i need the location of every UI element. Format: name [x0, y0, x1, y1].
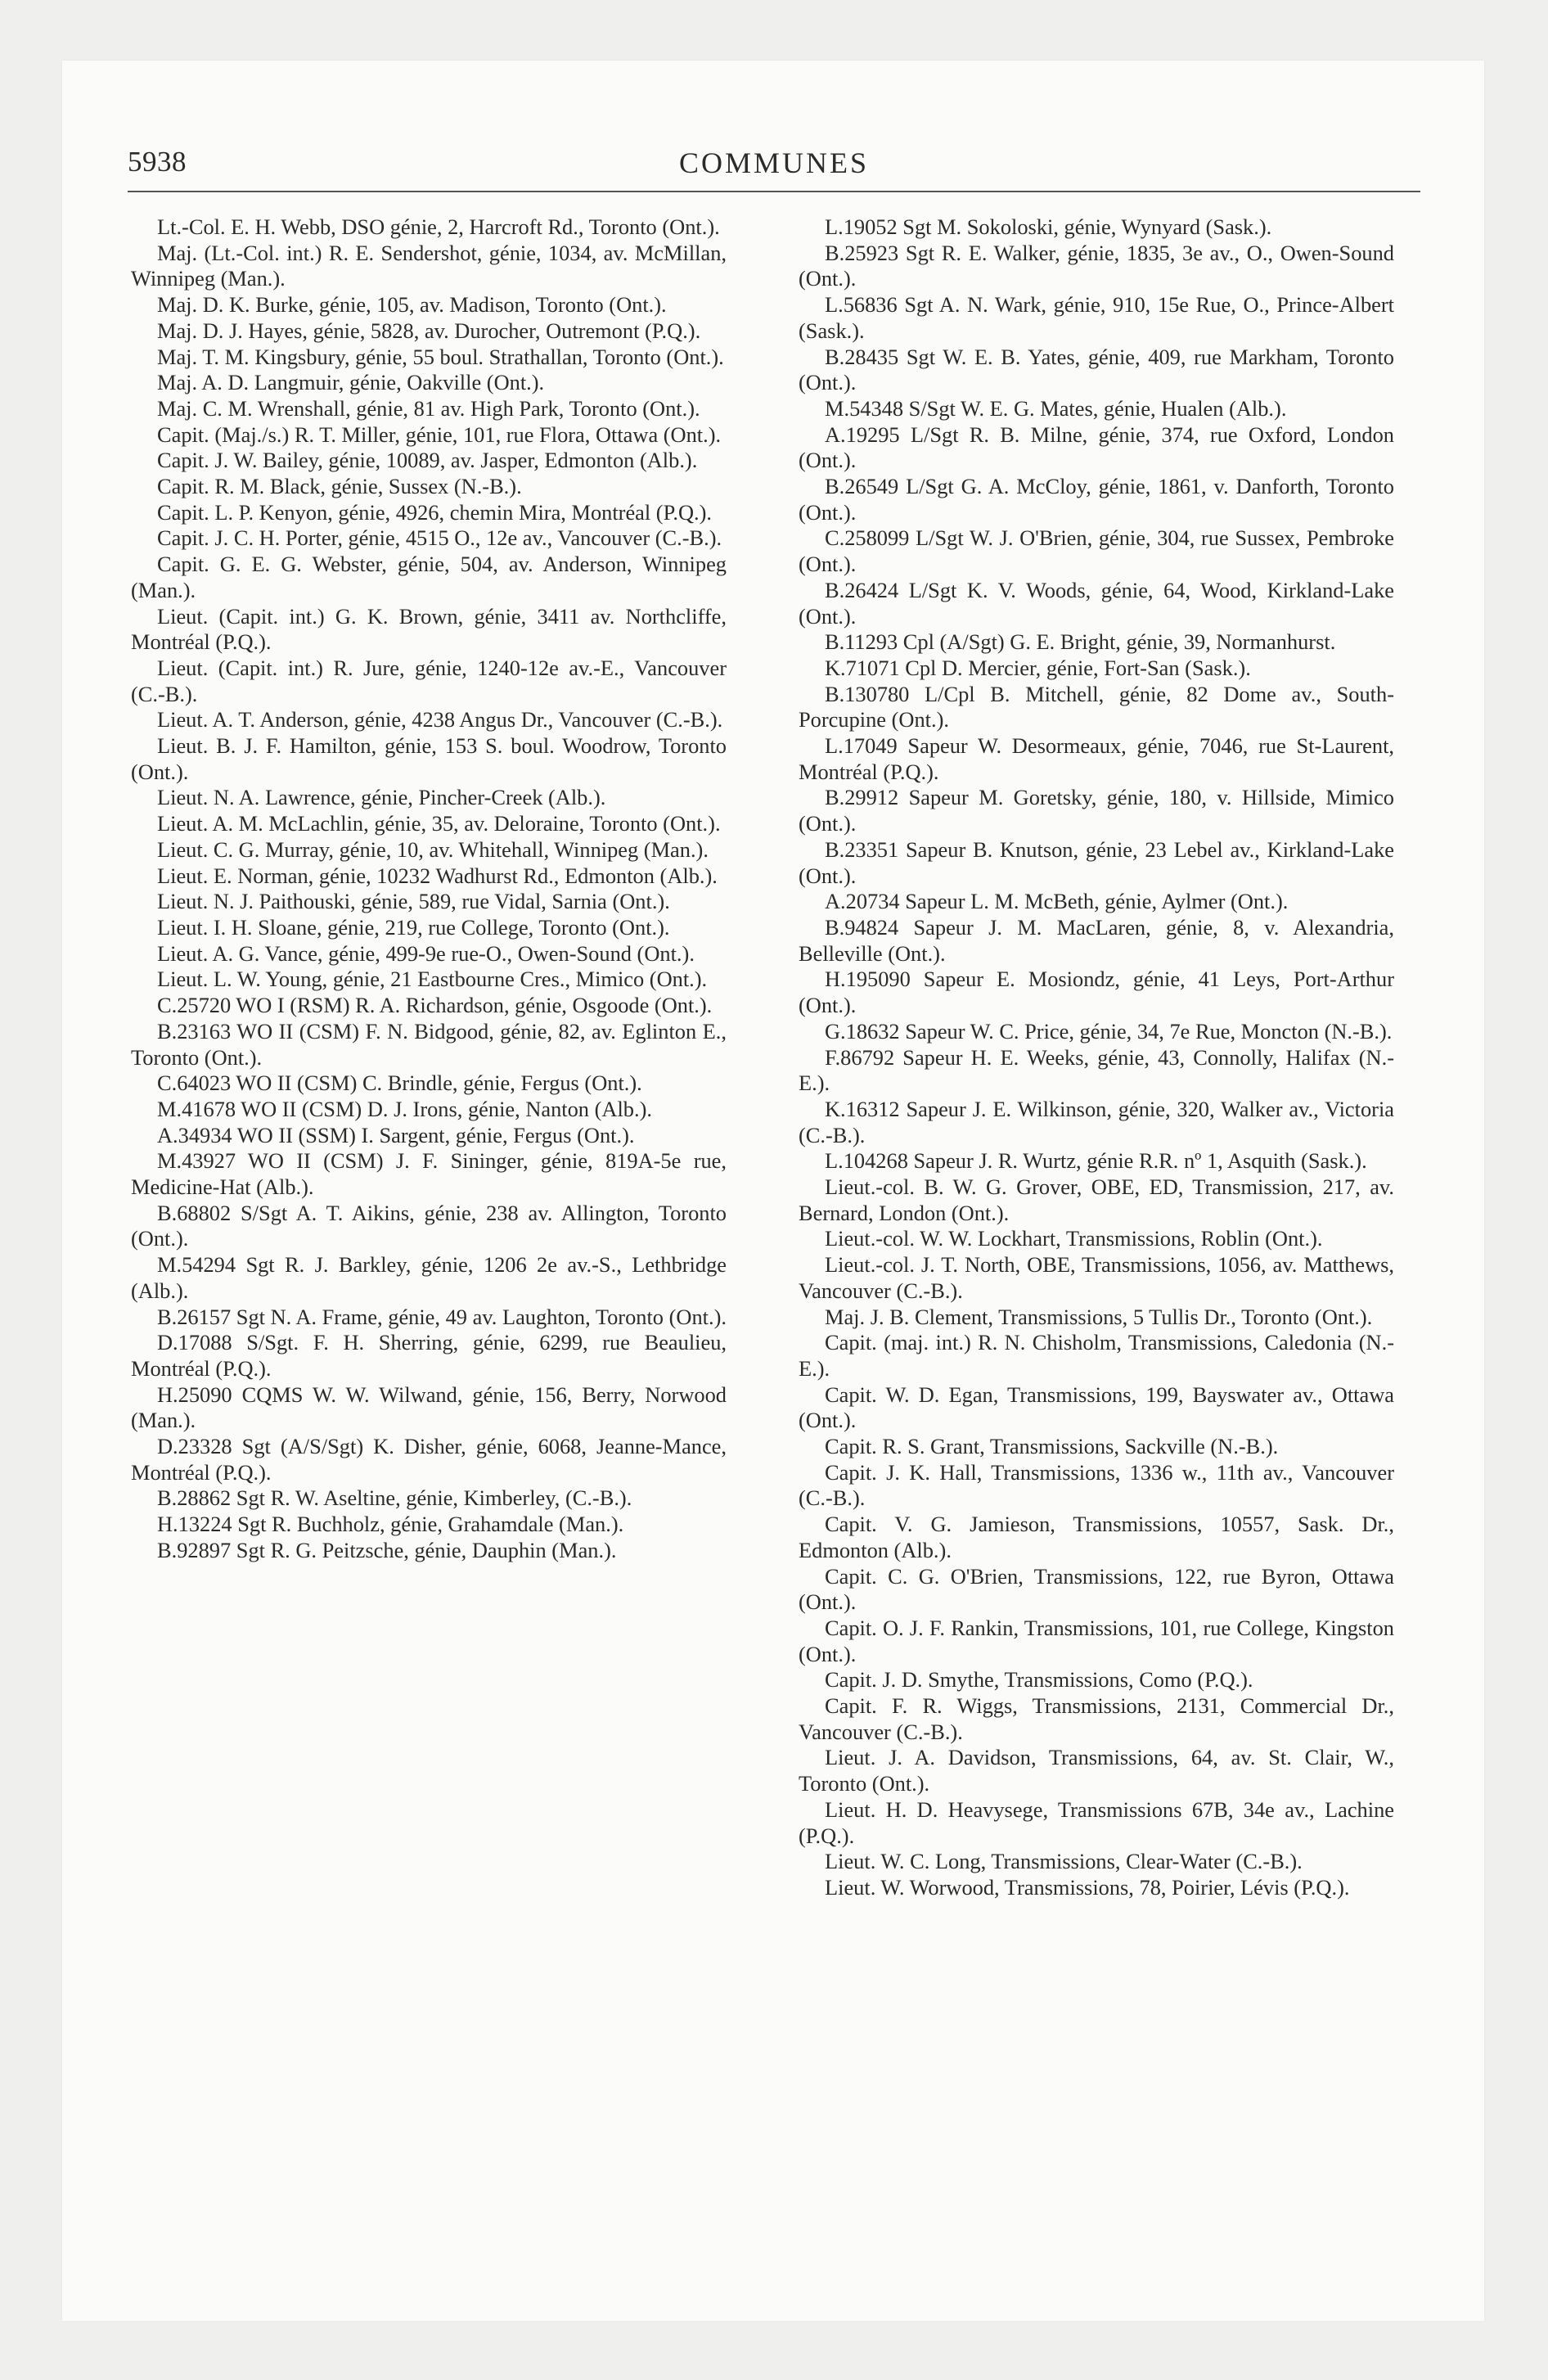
directory-entry: Lieut. A. G. Vance, génie, 499-9e rue-O., Owen-Sound (Ont.). [157, 940, 695, 966]
directory-entry: Capit. L. P. Kenyon, génie, 4926, chemin Mira, Montréal (P.Q.). [157, 499, 712, 525]
directory-entry: Capit. J. D. Smythe, Transmissions, Como (P.Q.). [825, 1667, 1253, 1693]
directory-entry: Lieut. N. A. Lawrence, génie, Pincher-Creek (Alb.). [157, 785, 606, 810]
directory-entry: B.26157 Sgt N. A. Frame, génie, 49 av. Laughton, Toronto (Ont.). [157, 1304, 727, 1329]
directory-entry: B.11293 Cpl (A/Sgt) G. E. Bright, génie, 39, Normanhurst. [825, 629, 1336, 655]
directory-entry: Capit. J. W. Bailey, génie, 10089, av. Jasper, Edmonton (Alb.). [157, 448, 698, 473]
directory-entry: Lieut. H. D. Heavysege, Transmissions 67B, 34e av., Lachine (P.Q.). [799, 1796, 1394, 1848]
directory-entry: Capit. C. G. O'Brien, Transmissions, 122, rue Byron, Ottawa (Ont.). [799, 1563, 1394, 1615]
directory-entry: H.195090 Sapeur E. Mosiondz, génie, 41 Leys, Port-Arthur (Ont.). [799, 967, 1394, 1018]
directory-entry: Lieut. A. M. McLachlin, génie, 35, av. Deloraine, Toronto (Ont.). [157, 811, 721, 836]
directory-entry: C.64023 WO II (CSM) C. Brindle, génie, Fergus (Ont.). [157, 1071, 642, 1096]
directory-entry: Maj. A. D. Langmuir, génie, Oakville (Ont.). [157, 370, 545, 395]
directory-entry: B.29912 Sapeur M. Goretsky, génie, 180, v. Hillside, Mimico (Ont.). [799, 785, 1394, 836]
right-column [799, 214, 1394, 1901]
directory-entry: D.17088 S/Sgt. F. H. Sherring, génie, 6299, rue Beaulieu, Montréal (P.Q.). [131, 1330, 727, 1381]
directory-entry: B.94824 Sapeur J. M. MacLaren, génie, 8, v. Alexandria, Belleville (Ont.). [799, 914, 1394, 966]
directory-entry: B.28435 Sgt W. E. B. Yates, génie, 409, rue Markham, Toronto (Ont.). [799, 344, 1394, 395]
directory-entry: Capit. J. C. H. Porter, génie, 4515 O., 12e av., Vancouver (C.-B.). [157, 525, 722, 551]
header-rule [128, 191, 1420, 192]
directory-entry: Lieut. A. T. Anderson, génie, 4238 Angus Dr., Vancouver (C.-B.). [157, 707, 723, 732]
directory-entry: Lieut. B. J. F. Hamilton, génie, 153 S. boul. Woodrow, Toronto (Ont.). [131, 733, 727, 784]
directory-entry: B.68802 S/Sgt A. T. Aikins, génie, 238 av. Allington, Toronto (Ont.). [131, 1200, 727, 1251]
directory-entry: F.86792 Sapeur H. E. Weeks, génie, 43, Connolly, Halifax (N.-E.). [799, 1044, 1394, 1096]
directory-entry: A.19295 L/Sgt R. B. Milne, génie, 374, rue Oxford, London (Ont.). [799, 421, 1394, 473]
directory-entry: M.54294 Sgt R. J. Barkley, génie, 1206 2e av.-S., Lethbridge (Alb.). [131, 1252, 727, 1303]
directory-entry: Lieut. E. Norman, génie, 10232 Wadhurst Rd., Edmonton (Alb.). [157, 863, 718, 888]
directory-entry: Capit. (maj. int.) R. N. Chisholm, Transmissions, Caledonia (N.-E.). [799, 1330, 1394, 1381]
directory-entry: Capit. G. E. G. Webster, génie, 504, av. Anderson, Winnipeg (Man.). [131, 552, 727, 602]
directory-entry: M.41678 WO II (CSM) D. J. Irons, génie, Nanton (Alb.). [157, 1096, 652, 1121]
directory-entry: Capit. V. G. Jamieson, Transmissions, 10557, Sask. Dr., Edmonton (Alb.). [799, 1512, 1394, 1562]
directory-entry: G.18632 Sapeur W. C. Price, génie, 34, 7e Rue, Moncton (N.-B.). [825, 1018, 1393, 1044]
directory-entry: Capit. (Maj./s.) R. T. Miller, génie, 101, rue Flora, Ottawa (Ont.). [157, 421, 722, 447]
directory-entry: H.25090 CQMS W. W. Wilwand, génie, 156, Berry, Norwood (Man.). [131, 1382, 727, 1433]
directory-entry: B.26549 L/Sgt G. A. McCloy, génie, 1861, v. Danforth, Toronto (Ont.). [799, 474, 1394, 525]
directory-entry: B.25923 Sgt R. E. Walker, génie, 1835, 3e av., O., Owen-Sound (Ont.). [799, 240, 1394, 291]
directory-entry: Capit. J. K. Hall, Transmissions, 1336 w., 11th av., Vancouver (C.-B.). [799, 1459, 1394, 1511]
directory-entry: Lieut. N. J. Paithouski, génie, 589, rue Vidal, Sarnia (Ont.). [157, 889, 670, 914]
directory-entry: K.71071 Cpl D. Mercier, génie, Fort-San (Sask.). [825, 655, 1251, 680]
directory-entry: L.104268 Sapeur J. R. Wurtz, génie R.R. nº 1, Asquith (Sask.). [825, 1148, 1367, 1174]
directory-entry: Lieut.-col. J. T. North, OBE, Transmissions, 1056, av. Matthews, Vancouver (C.-B.). [799, 1252, 1394, 1303]
directory-entry: Capit. F. R. Wiggs, Transmissions, 2131, Commercial Dr., Vancouver (C.-B.). [799, 1693, 1394, 1744]
directory-entry: Lieut. W. Worwood, Transmissions, 78, Poirier, Lévis (P.Q.). [825, 1875, 1350, 1900]
directory-entry: Lieut. I. H. Sloane, génie, 219, rue College, Toronto (Ont.). [157, 914, 670, 940]
directory-entry: B.130780 L/Cpl B. Mitchell, génie, 82 Dome av., South-Porcupine (Ont.). [799, 681, 1394, 732]
directory-entry: K.16312 Sapeur J. E. Wilkinson, génie, 320, Walker av., Victoria (C.-B.). [799, 1096, 1394, 1147]
page-number: 5938 [128, 146, 187, 178]
directory-entry: Maj. D. K. Burke, génie, 105, av. Madison, Toronto (Ont.). [157, 292, 667, 318]
directory-entry: B.26424 L/Sgt K. V. Woods, génie, 64, Wood, Kirkland-Lake (Ont.). [799, 577, 1394, 629]
directory-entry: D.23328 Sgt (A/S/Sgt) K. Disher, génie, 6068, Jeanne-Mance, Montréal (P.Q.). [131, 1434, 727, 1485]
directory-entry: Capit. O. J. F. Rankin, Transmissions, 101, rue College, Kingston (Ont.). [799, 1615, 1394, 1666]
directory-entry: Lt.-Col. E. H. Webb, DSO génie, 2, Harcroft Rd., Toronto (Ont.). [157, 214, 720, 239]
directory-entry: L.17049 Sapeur W. Desormeaux, génie, 7046, rue St-Laurent, Montréal (P.Q.). [799, 733, 1394, 784]
directory-entry: B.92897 Sgt R. G. Peitzsche, génie, Dauphin (Man.). [157, 1537, 617, 1562]
directory-entry: Lieut. J. A. Davidson, Transmissions, 64, av. St. Clair, W., Toronto (Ont.). [799, 1745, 1394, 1796]
directory-entry: Lieut.-col. B. W. G. Grover, OBE, ED, Transmission, 217, av. Bernard, London (Ont.). [799, 1174, 1394, 1225]
directory-entry: Lieut. L. W. Young, génie, 21 Eastbourne Cres., Mimico (Ont.). [157, 967, 708, 992]
directory-entry: C.258099 L/Sgt W. J. O'Brien, génie, 304, rue Sussex, Pembroke (Ont.). [799, 525, 1394, 577]
directory-entry: C.25720 WO I (RSM) R. A. Richardson, génie, Osgoode (Ont.). [157, 993, 713, 1018]
directory-entry: Maj. D. J. Hayes, génie, 5828, av. Durocher, Outremont (P.Q.). [157, 318, 701, 343]
page-header [128, 146, 1420, 187]
directory-entry: L.56836 Sgt A. N. Wark, génie, 910, 15e Rue, O., Prince-Albert (Sask.). [799, 292, 1394, 343]
directory-entry: H.13224 Sgt R. Buchholz, génie, Grahamdale (Man.). [157, 1512, 624, 1537]
directory-entry: Capit. R. M. Black, génie, Sussex (N.-B.). [157, 474, 522, 499]
running-head: COMMUNES [678, 146, 870, 179]
directory-entry: A.34934 WO II (SSM) I. Sargent, génie, Fergus (Ont.). [157, 1122, 635, 1147]
directory-entry: Lieut. (Capit. int.) R. Jure, génie, 1240-12e av.-E., Vancouver (C.-B.). [131, 655, 727, 706]
directory-entry: Capit. W. D. Egan, Transmissions, 199, Bayswater av., Ottawa (Ont.). [799, 1382, 1394, 1433]
left-column [131, 214, 727, 1564]
directory-entry: L.19052 Sgt M. Sokoloski, génie, Wynyard (Sask.). [825, 214, 1272, 239]
directory-entry: Maj. (Lt.-Col. int.) R. E. Sendershot, génie, 1034, av. McMillan, Winnipeg (Man.). [131, 240, 727, 291]
directory-entry: Capit. R. S. Grant, Transmissions, Sackville (N.-B.). [825, 1434, 1279, 1459]
directory-entry: Maj. J. B. Clement, Transmissions, 5 Tullis Dr., Toronto (Ont.). [825, 1304, 1373, 1329]
directory-entry: A.20734 Sapeur L. M. McBeth, génie, Aylmer (Ont.). [825, 889, 1289, 914]
directory-entry: M.54348 S/Sgt W. E. G. Mates, génie, Hualen (Alb.). [825, 395, 1287, 421]
directory-entry: Lieut. (Capit. int.) G. K. Brown, génie, 3411 av. Northcliffe, Montréal (P.Q.). [131, 603, 727, 655]
directory-entry: Lieut.-col. W. W. Lockhart, Transmissions, Roblin (Ont.). [825, 1226, 1323, 1251]
directory-entry: M.43927 WO II (CSM) J. F. Sininger, génie, 819A-5e rue, Medicine-Hat (Alb.). [131, 1148, 727, 1200]
directory-entry: Lieut. W. C. Long, Transmissions, Clear-Water (C.-B.). [825, 1849, 1303, 1874]
directory-entry: B.23351 Sapeur B. Knutson, génie, 23 Lebel av., Kirkland-Lake (Ont.). [799, 836, 1394, 888]
directory-entry: Maj. C. M. Wrenshall, génie, 81 av. High Park, Toronto (Ont.). [157, 395, 700, 421]
directory-entry: Lieut. C. G. Murray, génie, 10, av. Whitehall, Winnipeg (Man.). [157, 836, 709, 862]
directory-entry: Maj. T. M. Kingsbury, génie, 55 boul. Strathallan, Toronto (Ont.). [157, 344, 724, 369]
directory-entry: B.28862 Sgt R. W. Aseltine, génie, Kimberley, (C.-B.). [157, 1485, 632, 1511]
directory-entry: B.23163 WO II (CSM) F. N. Bidgood, génie, 82, av. Eglinton E., Toronto (Ont.). [131, 1018, 727, 1070]
